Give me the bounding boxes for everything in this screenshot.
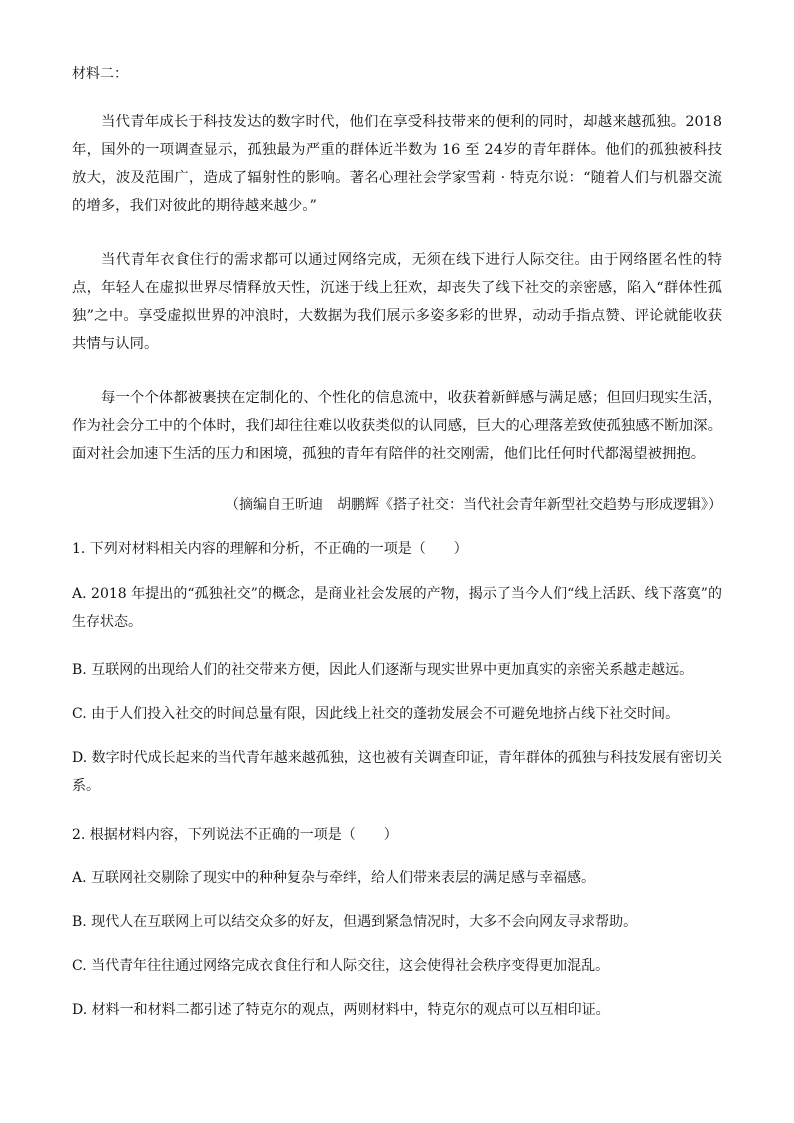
question-2-option-c: C. 当代青年往往通过网络完成衣食住行和人际交往，这会使得社会秩序变得更加混乱。	[72, 958, 610, 974]
question-1-option-c: C. 由于人们投入社交的时间总量有限，因此线上社交的蓬勃发展会不可避免地挤占线下社交时间。	[72, 706, 680, 722]
question-1-option-a: A. 2018 年提出的“孤独社交”的概念，是商业社会发展的产物，揭示了当今人们“线上活跃、线下落寞”的生存状态。	[72, 586, 722, 630]
material-label: 材料二：	[72, 66, 128, 82]
paragraph-3: 每一个个体都被裹挟在定制化的、个性化的信息流中，收获着新鲜感与满足感；但回归现实生活，作为社会分工中的个体时，我们却往往难以收获类似的认同感，巨大的心理落差致使孤独感不断加深。面对社会加速下生活的压力和困境，孤独的青年有陪伴的社交刚需，他们比任何时代都渴望被拥抱。	[72, 390, 722, 462]
paragraph-2: 当代青年衣食住行的需求都可以通过网络完成，无须在线下进行人际交往。由于网络匿名性的特点，年轻人在虚拟世界尽情释放天性，沉迷于线上狂欢，却丧失了线下社交的亲密感，陷入“群体性孤独”之中。享受虚拟世界的冲浪时，大数据为我们展示多姿多彩的世界，动动手指点赞、评论就能收获共情与认同。	[72, 252, 722, 352]
question-2-stem: 2. 根据材料内容，下列说法不正确的一项是（ ）	[72, 827, 398, 843]
question-2-option-b: B. 现代人在互联网上可以结交众多的好友，但遇到紧急情况时，大多不会向网友寻求帮助。	[72, 914, 638, 930]
paragraph-1: 当代青年成长于科技发达的数字时代，他们在享受科技带来的便利的同时，却越来越孤独。2018 年，国外的一项调查显示，孤独最为严重的群体近半数为 16 至 24岁的青年群体。他们的孤独被科技放大，波及范围广，造成了辐射性的影响。著名心理社会学家雪莉 · 特克尔说：“随着人们与机器交流的增多，我们对彼此的期待越来越少。”	[72, 114, 722, 214]
question-2-option-d: D. 材料一和材料二都引述了特克尔的观点，两则材料中，特克尔的观点可以互相印证。	[72, 1002, 610, 1018]
question-2-option-a: A. 互联网社交剔除了现实中的种种复杂与牵绊，给人们带来表层的满足感与幸福感。	[72, 870, 596, 886]
question-1-option-d: D. 数字时代成长起来的当代青年越来越孤独，这也被有关调查印证，青年群体的孤独与科技发展有密切关系。	[72, 750, 722, 794]
source-citation: （摘编自王昕迪 胡鹏辉《搭子社交：当代社会青年新型社交趋势与形成逻辑》）	[225, 497, 722, 513]
question-1-stem: 1. 下列对材料相关内容的理解和分析，不正确的一项是（ ）	[72, 541, 468, 557]
question-1-option-b: B. 互联网的出现给人们的社交带来方便，因此人们逐渐与现实世界中更加真实的亲密关系越走越远。	[72, 662, 694, 678]
